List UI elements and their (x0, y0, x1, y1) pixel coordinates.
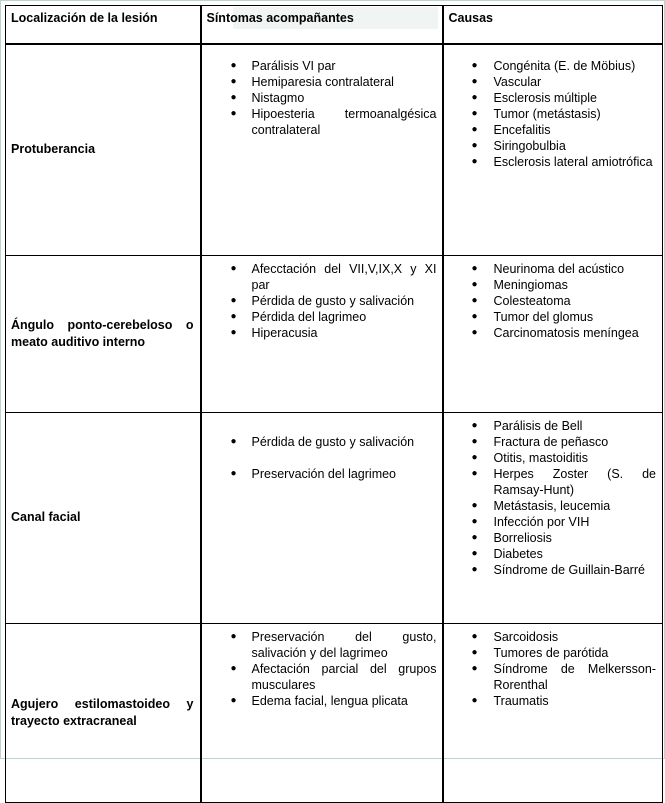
list-item: ● Sarcoidosis (471, 629, 559, 644)
bullet-icon: ● (471, 515, 478, 527)
causes-cell (443, 255, 663, 412)
facial-palsy-table (5, 5, 663, 803)
list-item: ● Hiperacusia (230, 325, 318, 340)
bullet-icon: ● (471, 294, 478, 306)
bullet-icon: ● (471, 155, 478, 167)
table-row (6, 412, 663, 623)
list-item: ● Hemiparesia contralateral (230, 74, 394, 89)
bullet-icon: ● (471, 139, 478, 151)
bullet-icon: ● (471, 419, 478, 431)
causes-list (444, 261, 663, 341)
symptoms-cell (201, 255, 443, 412)
header-location: Localización de la lesión (6, 6, 201, 44)
bullet-icon: ● (471, 123, 478, 135)
bullet-icon: ● (471, 310, 478, 322)
bullet-icon: ● (230, 91, 237, 103)
location-cell: Canal facial (6, 412, 201, 623)
list-item: ● Afectación parcial del grupos musculares (230, 661, 437, 692)
causes-list (444, 629, 663, 709)
list-item: ● Otitis, mastoiditis (471, 450, 588, 465)
symptoms-list (202, 261, 442, 341)
bullet-icon: ● (471, 694, 478, 706)
bullet-icon: ● (471, 547, 478, 559)
bullet-icon: ● (471, 75, 478, 87)
list-item: ● Metástasis, leucemia (471, 498, 611, 513)
list-item: ● Esclerosis múltiple (471, 90, 598, 105)
symptoms-cell (201, 44, 443, 256)
bullet-icon: ● (471, 630, 478, 642)
list-item: ● Síndrome de Melkersson-Rorenthal (471, 661, 656, 692)
list-item: ● Pérdida del lagrimeo (230, 309, 367, 324)
symptoms-cell (201, 412, 443, 623)
list-item: ● Hipoesteria termoanalgésica contralateral (230, 106, 437, 137)
causes-list (444, 58, 663, 170)
bullet-icon: ● (471, 499, 478, 511)
list-item: ● Tumor del glomus (471, 309, 594, 324)
list-item: ● Parálisis VI par (230, 58, 336, 73)
bullet-icon: ● (471, 107, 478, 119)
list-item: ● Tumores de parótida (471, 645, 609, 660)
list-item: ● Infección por VIH (471, 514, 590, 529)
list-item: ● Encefalitis (471, 122, 551, 137)
bullet-icon: ● (471, 662, 478, 674)
list-item: ● Esclerosis lateral amiotrófica (471, 154, 653, 169)
bullet-icon: ● (230, 262, 237, 274)
list-item: ● Colesteatoma (471, 293, 571, 308)
list-item: ● Pérdida de gusto y salivación (230, 293, 415, 308)
list-item: ● Edema facial, lengua plicata (230, 693, 408, 708)
bullet-icon: ● (230, 326, 237, 338)
causes-list (444, 418, 663, 578)
bullet-icon: ● (230, 59, 237, 71)
symptoms-cell (201, 623, 443, 802)
bullet-icon: ● (471, 467, 478, 479)
bullet-icon: ● (230, 310, 237, 322)
causes-cell (443, 623, 663, 802)
list-item: ● Fractura de peñasco (471, 434, 609, 449)
list-item: ● Preservación del lagrimeo (230, 466, 397, 481)
bullet-icon: ● (471, 563, 478, 575)
list-item: ● Diabetes (471, 546, 543, 561)
list-item: ● Siringobulbia (471, 138, 566, 153)
bullet-icon: ● (230, 107, 237, 119)
bullet-icon: ● (471, 59, 478, 71)
list-item: ● Afecctación del VII,V,IX,X y XI par (230, 261, 437, 292)
symptoms-list (202, 434, 442, 482)
table-row (6, 623, 663, 802)
list-item: ● Meningiomas (471, 277, 568, 292)
bullet-icon: ● (471, 646, 478, 658)
bullet-icon: ● (230, 630, 237, 642)
list-item: ● Congénita (E. de Möbius) (471, 58, 636, 73)
bullet-icon: ● (471, 326, 478, 338)
header-row (6, 6, 663, 44)
bullet-icon: ● (471, 531, 478, 543)
header-symptoms: Síntomas acompañantes (201, 6, 443, 44)
symptoms-list (202, 629, 442, 709)
bullet-icon: ● (471, 91, 478, 103)
location-cell: Agujero estilomastoideo y trayecto extracraneal (6, 623, 201, 802)
list-item: ● Preservación del gusto, salivación y del lagrimeo (230, 629, 437, 660)
bullet-icon: ● (230, 694, 237, 706)
bullet-icon: ● (230, 294, 237, 306)
table-row (6, 255, 663, 412)
list-item: ● Traumatis (471, 693, 549, 708)
bullet-icon: ● (230, 467, 237, 479)
location-cell: Protuberancia (6, 44, 201, 256)
list-item: ● Herpes Zoster (S. de Ramsay-Hunt) (471, 466, 656, 497)
bullet-icon: ● (471, 451, 478, 463)
causes-cell (443, 44, 663, 256)
list-item: ● Nistagmo (230, 90, 305, 105)
bullet-icon: ● (471, 278, 478, 290)
list-item: ● Pérdida de gusto y salivación (230, 434, 415, 449)
symptoms-list (202, 58, 442, 138)
header-causes: Causas (443, 6, 663, 44)
bullet-icon: ● (471, 435, 478, 447)
bullet-icon: ● (230, 435, 237, 447)
list-item: ● Síndrome de Guillain-Barré (471, 562, 645, 577)
list-item: ● Vascular (471, 74, 542, 89)
list-item: ● Parálisis de Bell (471, 418, 583, 433)
bullet-icon: ● (230, 662, 237, 674)
location-cell: Ángulo ponto-cerebeloso o meato auditivo interno (6, 255, 201, 412)
causes-cell (443, 412, 663, 623)
list-item: ● Neurinoma del acústico (471, 261, 625, 276)
table-row (6, 44, 663, 256)
list-item: ● Borreliosis (471, 530, 552, 545)
list-item: ● Tumor (metástasis) (471, 106, 601, 121)
bullet-icon: ● (230, 75, 237, 87)
list-item: ● Carcinomatosis meníngea (471, 325, 639, 340)
bullet-icon: ● (471, 262, 478, 274)
